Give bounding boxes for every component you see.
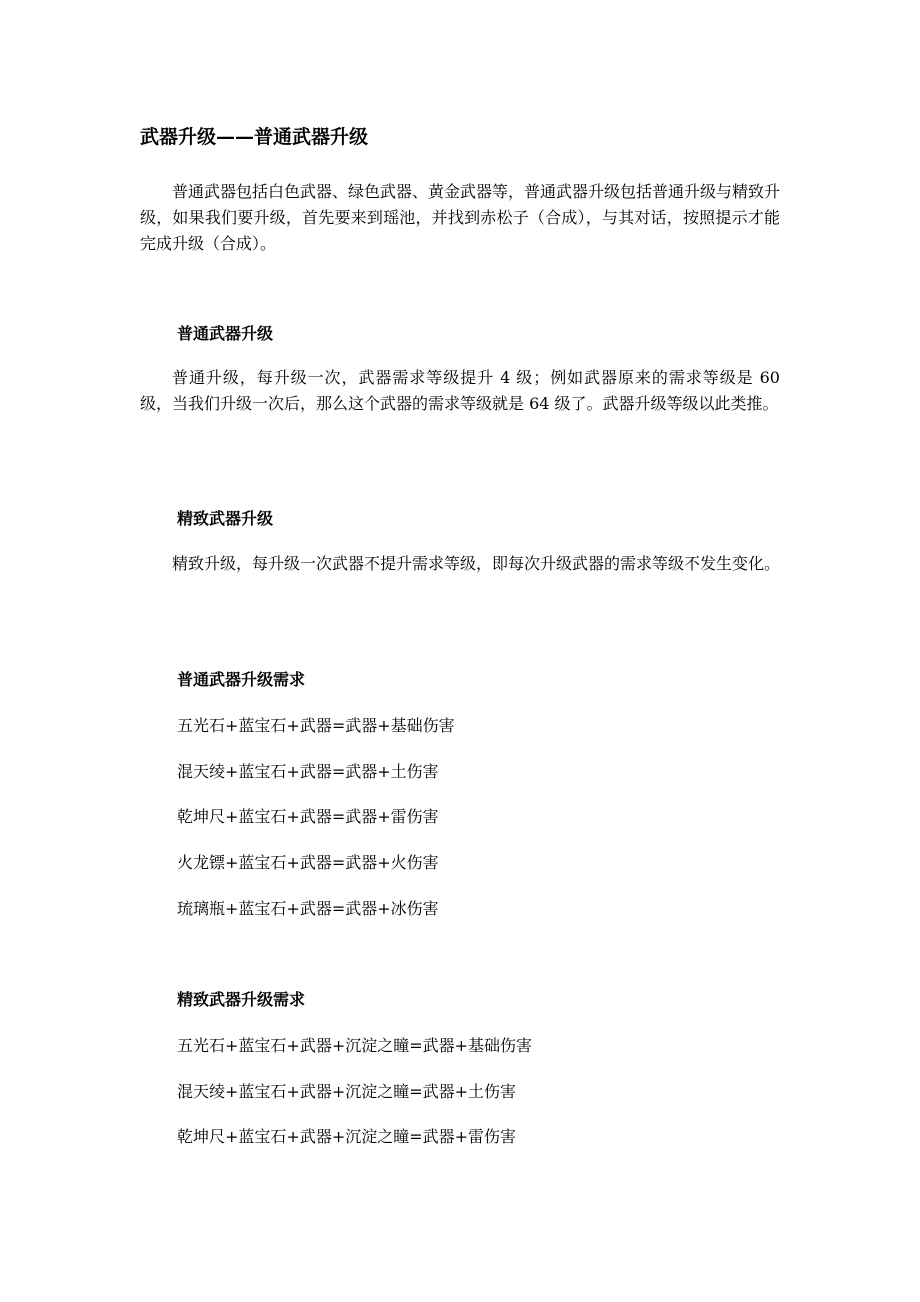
section-heading-normal-requirements: 普通武器升级需求 [177,670,306,689]
refined-upgrade-paragraph: 精致升级，每升级一次武器不提升需求等级，即每次升级武器的需求等级不发生变化。 [172,554,781,573]
document-title: 武器升级——普通武器升级 [140,126,369,148]
refined-requirement-item: 混天绫+蓝宝石+武器+沉淀之瞳=武器+土伤害 [177,1082,517,1101]
normal-upgrade-paragraph: 普通升级，每升级一次，武器需求等级提升 4 级；例如武器原来的需求等级是 60 级，当我们升级一次后，那么这个武器的需求等级就是 64 级了。武器升级等级以此类推。 [140,368,780,413]
normal-requirement-item: 乾坤尺+蓝宝石+武器=武器+雷伤害 [177,807,439,826]
section-heading-refined-upgrade: 精致武器升级 [177,509,274,528]
section-heading-refined-requirements: 精致武器升级需求 [177,990,306,1009]
normal-requirement-item: 五光石+蓝宝石+武器=武器+基础伤害 [177,716,455,735]
section-heading-normal-upgrade: 普通武器升级 [177,324,274,343]
normal-requirement-item: 火龙镖+蓝宝石+武器=武器+火伤害 [177,853,439,872]
refined-requirement-item: 五光石+蓝宝石+武器+沉淀之瞳=武器+基础伤害 [177,1036,533,1055]
intro-paragraph: 普通武器包括白色武器、绿色武器、黄金武器等，普通武器升级包括普通升级与精致升级，如果我们要升级，首先要来到瑶池，并找到赤松子（合成），与其对话，按照提示才能完成升级（合成）。 [140,182,781,253]
normal-requirement-item: 混天绫+蓝宝石+武器=武器+土伤害 [177,762,439,781]
refined-requirement-item: 乾坤尺+蓝宝石+武器+沉淀之瞳=武器+雷伤害 [177,1127,517,1146]
normal-requirement-item: 琉璃瓶+蓝宝石+武器=武器+冰伤害 [177,899,439,918]
